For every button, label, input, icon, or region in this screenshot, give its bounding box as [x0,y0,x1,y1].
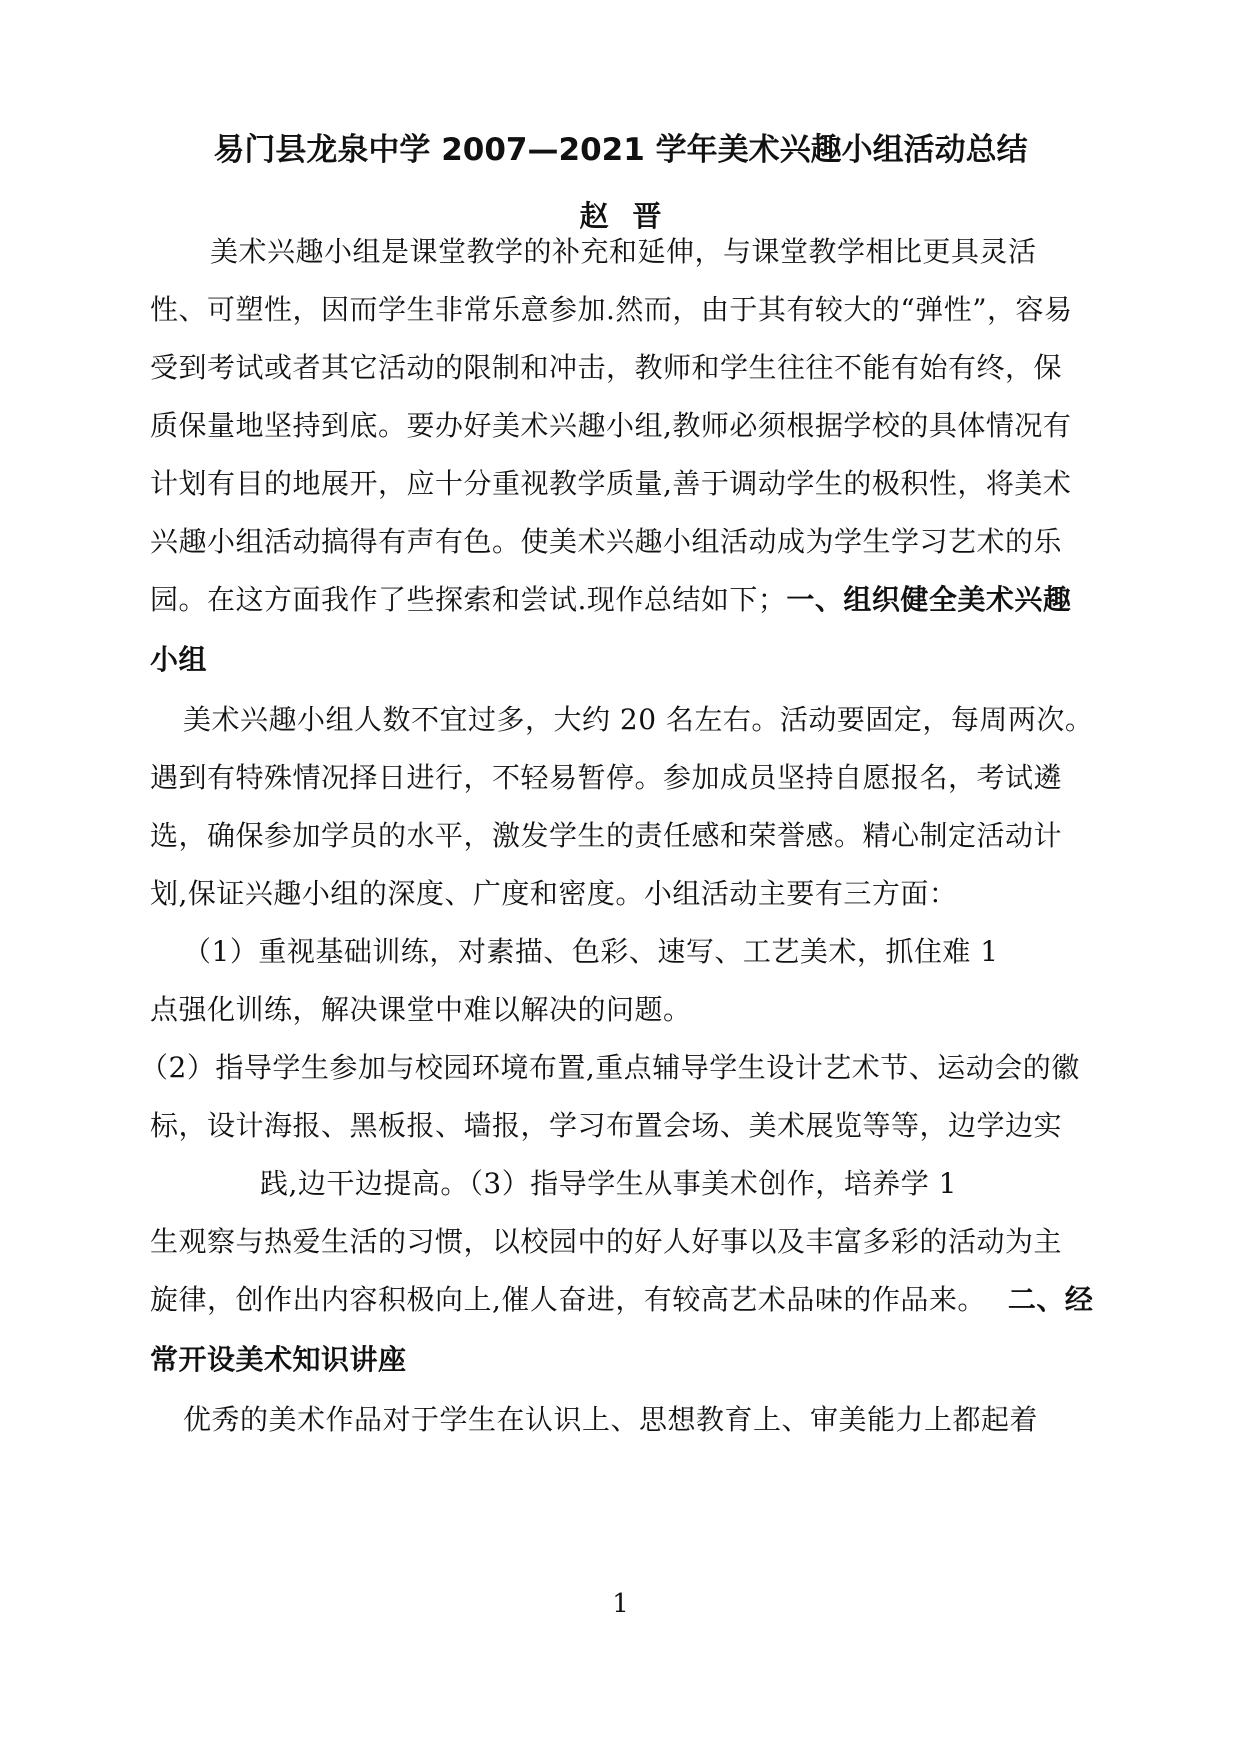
body-line: 性、可塑性，因而学生非常乐意参加.然而，由于其有较大的“弹性”，容易 [150,293,1073,326]
body-line: 选，确保参加学员的水平，激发学生的责任感和荣誉感。精心制定活动计 [150,819,1063,852]
body-line: 点强化训练，解决课堂中难以解决的问题。 [150,993,692,1026]
body-line: 遇到有特殊情况择日进行，不轻易暂停。参加成员坚持自愿报名，考试遴 [150,761,1063,794]
body-text: 园。在这方面我作了些探索和尝试.现作总结如下； [150,583,787,616]
body-line: 计划有目的地展开，应十分重视教学质量,善于调动学生的极积性，将美术 [150,467,1072,500]
body-line: 美术兴趣小组是课堂教学的补充和延伸，与课堂教学相比更具灵活 [210,235,1037,268]
body-line: 受到考试或者其它活动的限制和冲击，教师和学生往往不能有始有终，保 [150,351,1063,384]
body-line: 美术兴趣小组人数不宜过多，大约 20 名左右。活动要固定，每周两次。 [183,703,1094,736]
section-heading-1-continued: 小组 [150,643,208,676]
body-line: 践,边干边提高。（3）指导学生从事美术创作，培养学 1 [260,1167,957,1200]
body-line: 优秀的美术作品对于学生在认识上、思想教育上、审美能力上都起着 [183,1403,1039,1436]
list-item: （1）重视基础训练，对素描、色彩、速写、工艺美术，抓住难 1 [183,935,999,968]
body-line [150,580,1071,620]
body-line: 生观察与热爱生活的习惯，以校园中的好人好事以及丰富多彩的活动为主 [150,1225,1063,1258]
page-number: 1 [612,1589,629,1619]
section-heading-1: 一、组织健全美术兴趣 [786,583,1072,616]
body-line: 划,保证兴趣小组的深度、广度和密度。小组活动主要有三方面： [150,877,958,910]
body-text: 旋律，创作出内容积极向上,催人奋进，有较高艺术品味的作品来。 [150,1283,986,1316]
body-line: 标，设计海报、黑板报、墙报，学习布置会场、美术展览等等，边学边实 [150,1109,1063,1142]
body-line: 质保量地坚持到底。要办好美术兴趣小组,教师必须根据学校的具体情况有 [150,409,1072,442]
section-heading-2: 二、经 [1007,1283,1094,1316]
author-name: 赵晋 [579,199,686,233]
body-line [150,1280,1093,1320]
section-heading-2-continued: 常开设美术知识讲座 [150,1343,407,1376]
body-line: 兴趣小组活动搞得有声有色。使美术兴趣小组活动成为学生学习艺术的乐 [150,525,1063,558]
document-title: 易门县龙泉中学 2007—2021 学年美术兴趣小组活动总结 [213,132,1028,168]
list-item: （2）指导学生参加与校园环境布置,重点辅导学生设计艺术节、运动会的徽 [140,1051,1080,1084]
